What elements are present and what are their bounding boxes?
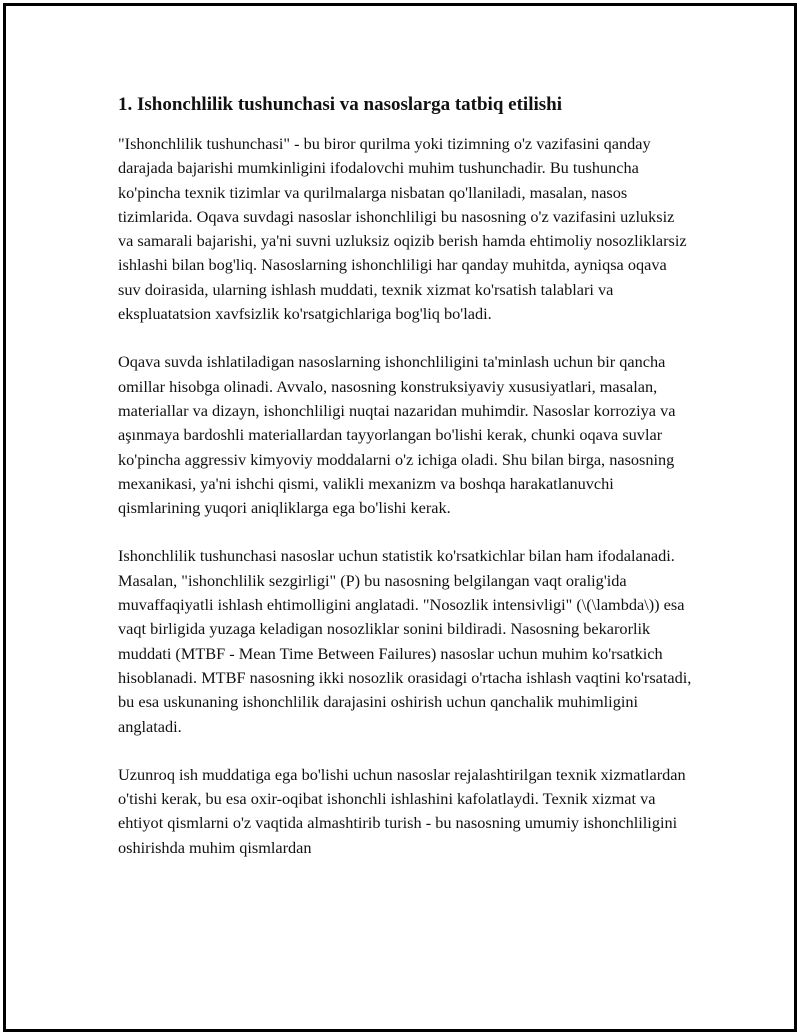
paragraph-1: "Ishonchlilik tushunchasi" - bu biror qurilma yoki tizimning o'z vazifasini qanday darajada bajarishi mumkinligini ifodalovchi muhim tushunchadir. Bu tushuncha ko'pincha texnik tizimlar va qurilmalarga nisbatan qo'llaniladi, masalan, nasos tizimlarida. Oqava suvdagi nasoslar ishonchliligi bu nasosning o'z vazifasini uzluksiz va samarali bajarishi, ya'ni suvni uzluksiz oqizib berish hamda ehtimoliy nosozliklarsiz ishlashi bilan bog'liq. Nasoslarning ishonchliligi har qanday muhitda, ayniqsa oqava suv doirasida, ularning ishlash muddati, texnik xizmat ko'rsatish talablari va ekspluatatsion xavfsizlik ko'rsatgichlariga bog'liq bo'ladi. xyxy=(118,134,687,324)
paragraph-4: Uzunroq ish muddatiga ega bo'lishi uchun nasoslar rejalashtirilgan texnik xizmatlardan o'tishi kerak, bu esa oxir-oqibat ishonchli ishlashini kafolatlaydi. Texnik xizmat va ehtiyot qismlarni o'z vaqtida almashtirib turish - bu nasosning umumiy ishonchliligini oshirishda muhim qismlardan xyxy=(118,764,686,857)
section-heading: 1. Ishonchlilik tushunchasi va nasoslarga tatbiq etilishi xyxy=(118,94,562,115)
paragraph-2: Oqava suvda ishlatiladigan nasoslarning ishonchliligini ta'minlash uchun bir qancha omillar hisobga olinadi. Avvalo, nasosning konstruksiyaviy xususiyatlari, masalan, materiallar va dizayn, ishonchliligi nuqtai nazaridan muhimdir. Nasoslar korroziya va aşınmaya bardoshli materiallardan tayyorlangan bo'lishi kerak, chunki oqava suvlar ko'pincha aggressiv kimyoviy moddalarni o'z ichiga oladi. Shu bilan birga, nasosning mexanikasi, ya'ni ishchi qismi, valikli mexanizm va boshqa harakatlanuvchi qismlarining yuqori aniqliklarga ega bo'lishi kerak. xyxy=(118,352,676,518)
paragraph-3: Ishonchlilik tushunchasi nasoslar uchun statistik ko'rsatkichlar bilan ham ifodalanadi. Masalan, "ishonchlilik sezgirligi" (P) bu nasosning belgilangan vaqt oralig'ida muvaffaqiyatli ishlash ehtimolligini anglatadi. "Nosozlik intensivligi" (\(\lambda\)) esa vaqt birligida yuzaga keladigan nosozliklar sonini bildiradi. Nasosning bekarorlik muddati (MTBF - Mean Time Between Failures) nasoslar uchun muhim ko'rsatkich hisoblanadi. MTBF nasosning ikki nosozlik orasidagi o'rtacha ishlash vaqtini ko'rsatadi, bu esa uskunaning ishonchlilik darajasini oshirish uchun qanchalik muhimligini anglatadi. xyxy=(118,546,692,736)
document-body xyxy=(118,92,693,884)
